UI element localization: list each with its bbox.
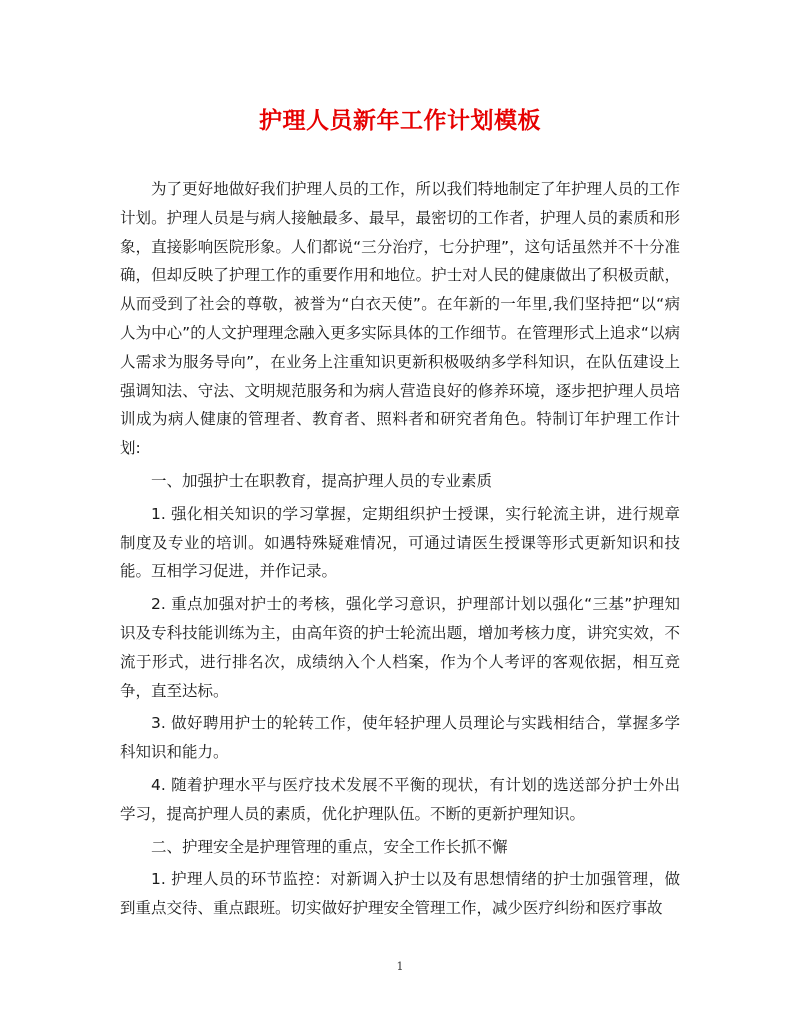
- paragraph-item-1-1: 1. 强化相关知识的学习掌握，定期组织护士授课，实行轮流主讲，进行规章制度及专业的培训。如遇特殊疑难情况，可通过请医生授课等形式更新知识和技能。互相学习促进，并作记录。: [120, 504, 680, 581]
- section-heading-2: 二、护理安全是护理管理的重点，安全工作长抓不懈: [151, 837, 508, 856]
- document-title: 护理人员新年工作计划模板: [259, 107, 541, 134]
- paragraph-item-1-2: 2. 重点加强对护士的考核，强化学习意识，护理部计划以强化“三基”护理知识及专科技能训练为主，由高年资的护士轮流出题，增加考核力度，讲究实效，不流于形式，进行排名次，成绩纳入个人档案，作为个人考评的客观依据，相互竞争，直至达标。: [120, 595, 680, 700]
- paragraph-item-2-1: 1. 护理人员的环节监控：对新调入护士以及有思想情绪的护士加强管理，做到重点交待、重点跟班。切实做好护理安全管理工作，减少医疗纠纷和医疗事故: [120, 870, 680, 918]
- paragraph-intro: 为了更好地做好我们护理人员的工作，所以我们特地制定了年护理人员的工作计划。护理人员是与病人接触最多、最早，最密切的工作者，护理人员的素质和形象，直接影响医院形象。人们都说“三分治疗，七分护理”，这句话虽然并不十分准确，但却反映了护理工作的重要作用和地位。护士对人民的健康做出了积极贡献，从而受到了社会的尊敬，被誉为“白衣天使”。在年新的一年里,我们坚持把“以“病人为中心”的人文护理理念融入更多实际具体的工作细节。在管理形式上追求“以病人需求为服务导向”，在业务上注重知识更新积极吸纳多学科知识，在队伍建设上强调知法、守法、文明规范服务和为病人营造良好的修养环境，逐步把护理人员培训成为病人健康的管理者、教育者、照料者和研究者角色。特制订年护理工作计划:: [120, 180, 680, 458]
- page-number: 1: [396, 960, 404, 973]
- section-heading-1: 一、加强护士在职教育，提高护理人员的专业素质: [151, 471, 493, 490]
- paragraph-item-1-4: 4. 随着护理水平与医疗技术发展不平衡的现状，有计划的选送部分护士外出学习，提高护理人员的素质，优化护理队伍。不断的更新护理知识。: [120, 775, 680, 823]
- paragraph-item-1-3: 3. 做好聘用护士的轮转工作，使年轻护理人员理论与实践相结合，掌握多学科知识和能力。: [120, 714, 680, 762]
- document-body: [120, 175, 680, 927]
